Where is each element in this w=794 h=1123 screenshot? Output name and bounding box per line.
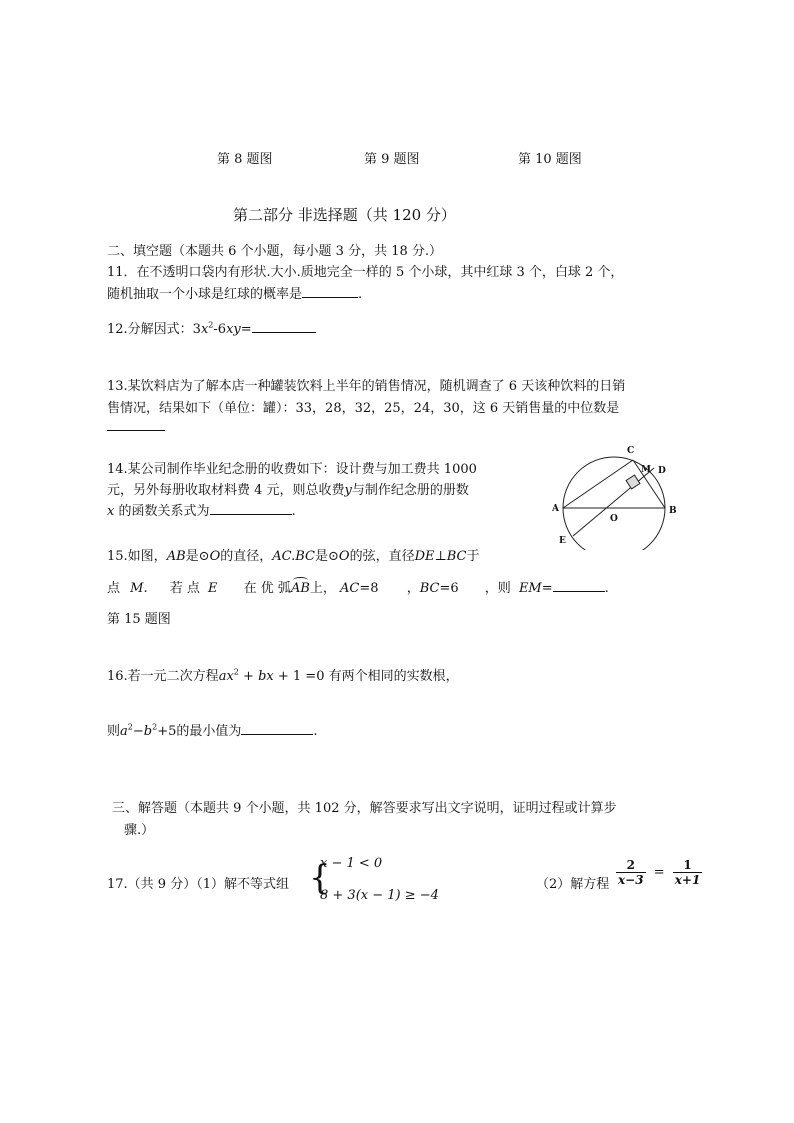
question-11-text: 随机抽取一个小球是红球的概率是 xyxy=(107,287,303,302)
diameter-de xyxy=(573,468,654,536)
label-d: D xyxy=(658,466,666,476)
section-heading-fill-blank: 二、填空题（本题共 6 个小题，每小题 3 分，共 18 分.） xyxy=(107,244,443,259)
question-13-line1: 13.某饮料店为了解本店一种罐装饮料上半年的销售情况，随机调查了 6 天该种饮料的日销 xyxy=(107,379,626,394)
circle-dot-icon: ⊙ xyxy=(328,549,339,564)
label-c: C xyxy=(627,446,635,456)
right-angle-mark xyxy=(626,475,640,489)
figure-15-circle-diagram xyxy=(540,440,690,550)
question-17-part2: （2）解方程 xyxy=(536,877,610,892)
system-brace-icon: { xyxy=(309,858,331,898)
question-14-line3: x 的函数关系式为 . xyxy=(107,504,296,519)
question-12: 12.分解因式：$3x^2-6xy=$ xyxy=(107,318,316,337)
section-heading-solve-line2: 骤.） xyxy=(124,823,155,838)
question-17-part1: 17.（共 9 分）（1）解不等式组 xyxy=(107,877,289,892)
answer-blank-11[interactable] xyxy=(302,285,358,298)
caption-fig-10: 第 10 题图 xyxy=(518,152,582,167)
question-13-line2: 售情况，结果如下（单位：罐）：33，28，32，25，24，30，这 6 天销售量的中位数是 xyxy=(107,401,620,416)
label-m: M xyxy=(641,465,651,475)
question-16-line2: 则$a^2-b^2+5$的最小值为 . xyxy=(107,722,318,739)
label-b: B xyxy=(669,506,677,516)
label-o: O xyxy=(610,514,618,524)
question-15-line1: 15.如图，AB是⊙O的直径，AC.BC是⊙O的弦，直径DE⊥BC于 xyxy=(107,549,480,564)
question-16-line1: 16.若一元二次方程$ax^2$ + bx + 1 =0 有两个相同的实数根， xyxy=(107,667,459,684)
equation-fractions: $\frac{2}{x-3}$ = $\frac{1}{x+1}$ xyxy=(618,858,701,887)
inequality-2: 8 + 3(x − 1) ≥ −4 xyxy=(320,888,439,903)
answer-blank-16[interactable] xyxy=(241,722,313,735)
caption-fig-9: 第 9 题图 xyxy=(364,152,420,167)
label-a: A xyxy=(552,504,559,514)
question-15-line2: 点 M. 若 点 E 在 优 弧AB上， AC=8 ，BC=6 ，则 EM= . xyxy=(107,581,609,596)
caption-fig-8: 第 8 题图 xyxy=(217,152,273,167)
inequality-1: x − 1 < 0 xyxy=(320,856,383,871)
part-title: 第二部分 非选择题（共 120 分） xyxy=(233,206,456,224)
fraction-right: $\frac{1}{x+1}$ xyxy=(674,858,701,887)
fraction-left: $\frac{2}{x-3}$ xyxy=(618,858,644,887)
circle-dot-icon: ⊙ xyxy=(198,549,210,564)
answer-blank-14[interactable] xyxy=(210,502,292,515)
answer-blank-12[interactable] xyxy=(252,320,316,333)
arc-ab: AB xyxy=(290,581,310,596)
question-11-line1: 11．在不透明口袋内有形状.大小.质地完全一样的 5 个小球，其中红球 3 个，白球 2 个， xyxy=(107,265,624,280)
answer-blank-13[interactable] xyxy=(107,418,165,431)
question-11-line2: 随机抽取一个小球是红球的概率是 . xyxy=(107,287,363,302)
section-heading-solve-line1: 三、解答题（本题共 9 个小题，共 102 分，解答要求写出文字说明，证明过程或计算步 xyxy=(112,801,617,816)
answer-blank-15[interactable] xyxy=(553,579,605,592)
label-e: E xyxy=(559,536,566,546)
chord-ac xyxy=(563,460,633,508)
question-14-line1: 14.某公司制作毕业纪念册的收费如下：设计费与加工费共 1000 xyxy=(107,462,477,477)
question-14-line2: 元，另外每册收取材料费 4 元，则总收费y与制作纪念册的册数 xyxy=(107,483,469,498)
question-13-line3 xyxy=(107,418,165,435)
caption-fig-15: 第 15 题图 xyxy=(107,612,171,627)
